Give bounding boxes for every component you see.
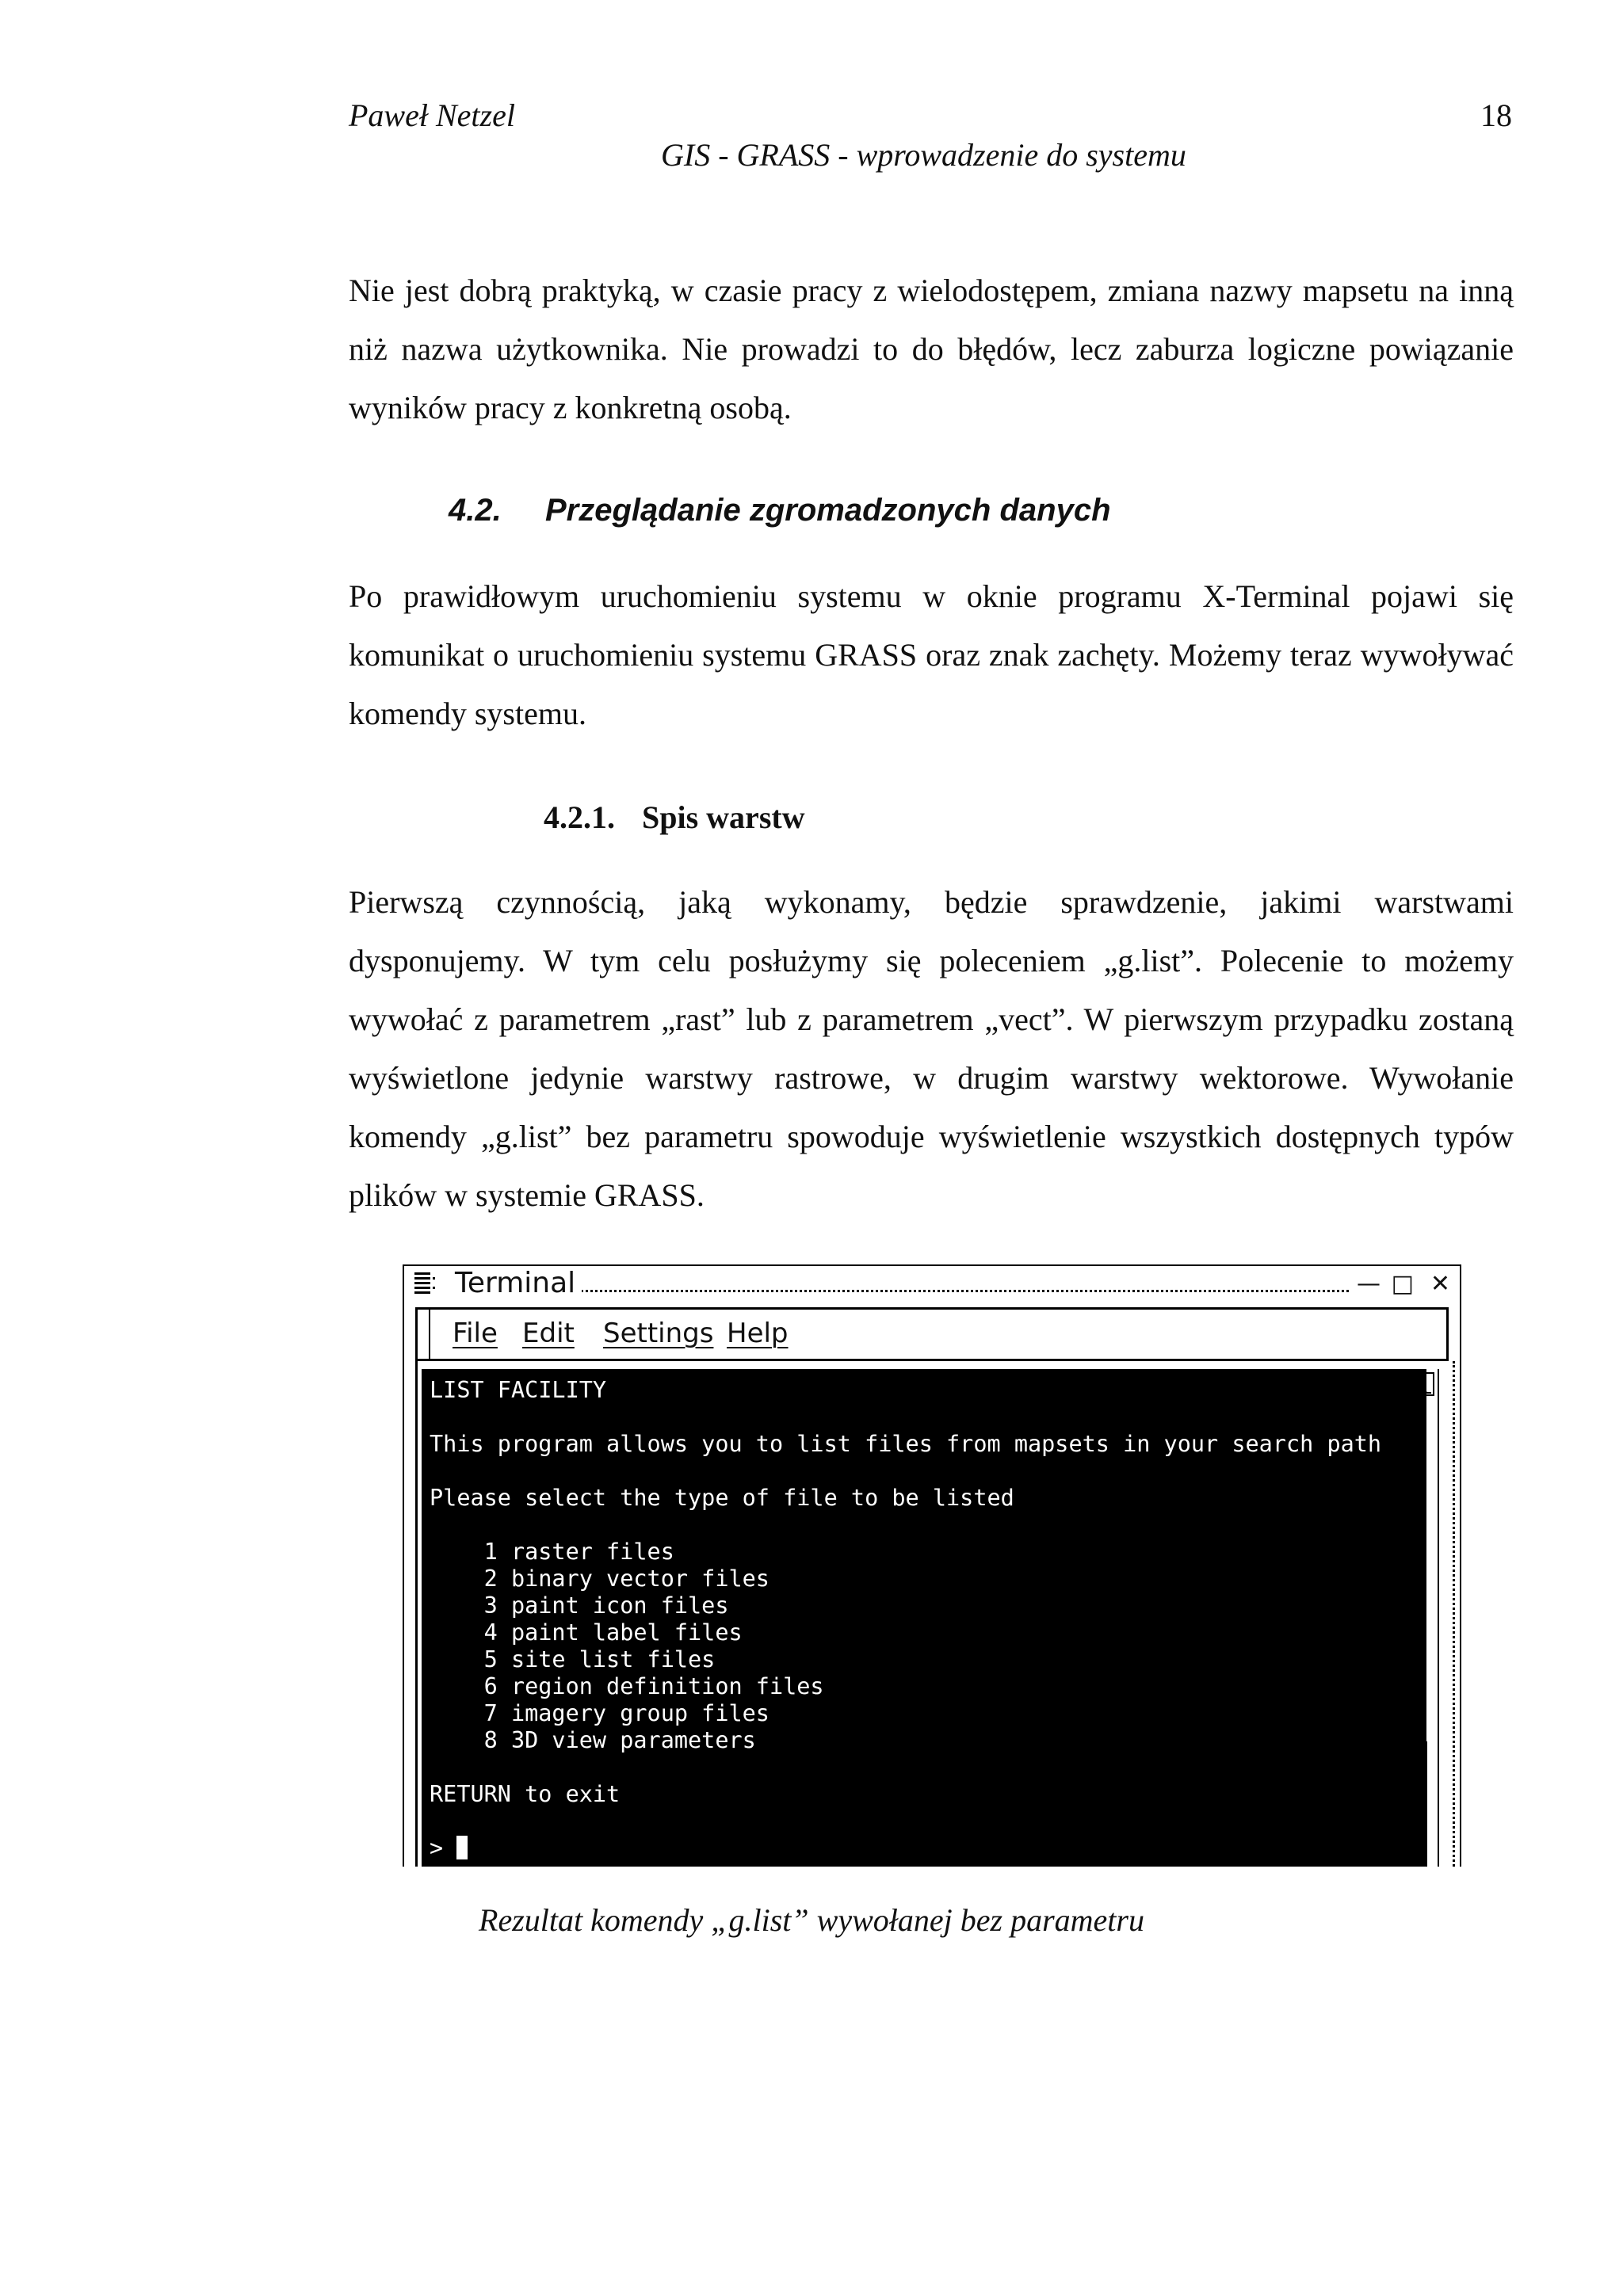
close-icon[interactable]: ✕ <box>1430 1270 1450 1298</box>
terminal-titlebar <box>404 1266 1460 1301</box>
paragraph: Pierwszą czynnością, jaką wykonamy, będzie sprawdzenie, jakimi warstwami dysponujemy. W tym celu posłużymy się poleceniem „g.list”. Polecenie to możemy wywołać z parametrem „rast” lub z parametrem „vect”. W pierwszym przypadku zostaną wyświetlone jedynie warstwy rastrowe, w drugim warstwy wektorowe. Wywołanie komendy „g.list” bez parametru spowoduje wyświetlenie wszystkich dostępnych typów plików w systemie GRASS. <box>349 884 1514 1213</box>
terminal-menubar <box>415 1307 1449 1361</box>
header-author: Paweł Netzel <box>349 97 515 133</box>
terminal-line: 3 paint icon files <box>430 1592 729 1619</box>
terminal-output <box>430 1377 1381 1862</box>
section-number: 4.2. <box>449 493 502 528</box>
menubar-edge <box>429 1310 430 1359</box>
section-heading <box>449 491 1111 529</box>
terminal-screen[interactable] <box>422 1369 1426 1867</box>
frame-right-edge <box>1453 1361 1455 1867</box>
subsection-heading <box>544 799 805 837</box>
header-book-title: GIS - GRASS - wprowadzenie do systemu <box>661 137 1186 173</box>
terminal-line: RETURN to exit <box>430 1781 621 1807</box>
frame-left-edge <box>415 1361 418 1867</box>
terminal-screenshot <box>403 1264 1461 1867</box>
terminal-line: 6 region definition files <box>430 1673 824 1699</box>
subsection-number: 4.2.1. <box>544 799 615 835</box>
terminal-scrollbar[interactable] <box>1406 1369 1439 1867</box>
terminal-line: LIST FACILITY <box>430 1377 607 1403</box>
section-title: Przeglądanie zgromadzonych danych <box>545 493 1111 528</box>
window-menu-icon[interactable] <box>414 1271 436 1295</box>
page-number: 18 <box>1480 97 1512 133</box>
menu-help[interactable]: Help <box>727 1318 789 1349</box>
paragraph: Nie jest dobrą praktyką, w czasie pracy z wielodostępem, zmiana nazwy mapsetu na inną niż nazwa użytkownika. Nie prowadzi to do błędów, lecz zaburza logiczne powiązanie wyników pracy z konkretną osobą. <box>349 273 1514 425</box>
terminal-line: 8 3D view parameters <box>430 1727 756 1753</box>
window-title: Terminal <box>455 1268 582 1299</box>
titlebar-dotted-line <box>523 1290 1349 1292</box>
terminal-line: This program allows you to list files from mapsets in your search path <box>430 1431 1382 1457</box>
minimize-icon[interactable]: — <box>1357 1270 1381 1298</box>
terminal-line: 5 site list files <box>430 1646 716 1672</box>
scrollbar-thumb[interactable] <box>1425 1741 1427 1867</box>
paragraph: Po prawidłowym uruchomieniu systemu w oknie programu X-Terminal pojawi się komunikat o uruchomieniu systemu GRASS oraz znak zachęty. Możemy teraz wywoływać komendy systemu. <box>349 578 1514 731</box>
scroll-up-arrow-icon[interactable] <box>1411 1372 1434 1396</box>
terminal-line: 1 raster files <box>430 1539 674 1565</box>
terminal-line: Please select the type of file to be listed <box>430 1485 1014 1511</box>
terminal-lines <box>430 1377 1381 1807</box>
terminal-prompt: > <box>430 1835 457 1861</box>
terminal-line: 2 binary vector files <box>430 1566 769 1592</box>
menu-settings[interactable]: Settings <box>603 1318 714 1349</box>
terminal-line: 7 imagery group files <box>430 1700 769 1726</box>
terminal-cursor <box>456 1836 468 1859</box>
subsection-title: Spis warstw <box>642 799 805 835</box>
figure-caption: Rezultat komendy „g.list” wywołanej bez parametru <box>479 1902 1144 1938</box>
terminal-line: 4 paint label files <box>430 1619 743 1646</box>
maximize-icon[interactable]: □ <box>1391 1270 1414 1298</box>
menu-edit[interactable]: Edit <box>522 1318 575 1349</box>
menu-file[interactable]: File <box>453 1318 498 1349</box>
